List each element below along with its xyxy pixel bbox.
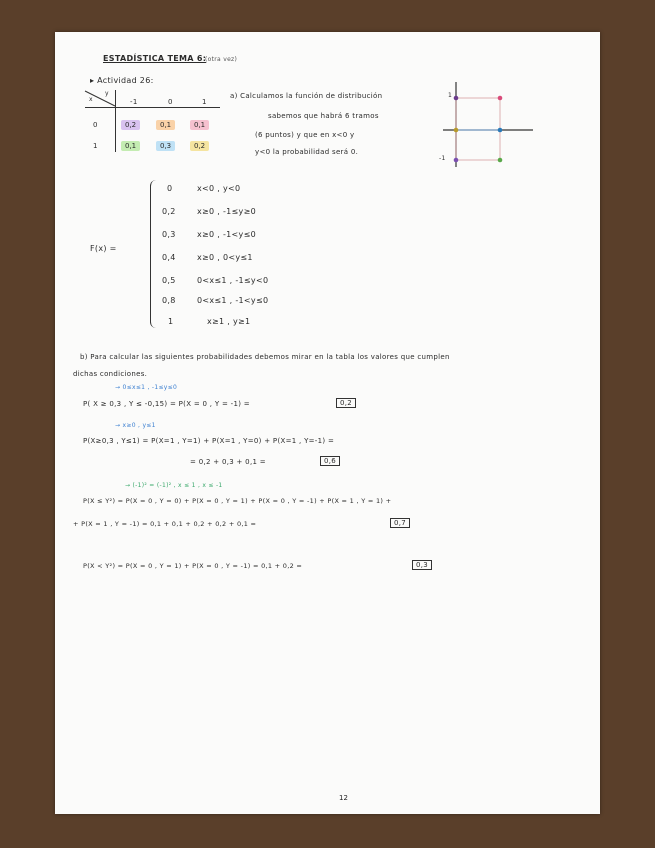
graph-label-1: 1 xyxy=(448,92,453,99)
answer-4: 0,3 xyxy=(412,560,432,570)
equation-3-cont: + P(X = 1 , Y = -1) = 0,1 + 0,1 + 0,2 + 0,2 + 0,1 = xyxy=(73,520,257,528)
row-header: 1 xyxy=(93,142,98,150)
table-cell: 0,1 xyxy=(156,120,175,130)
part-a-line: y<0 la probabilidad será 0. xyxy=(255,148,359,156)
F-value: 1 xyxy=(168,317,174,326)
equation-1: P( X ≥ 0,3 , Y ≤ -0,15) = P(X = 0 , Y = -1) = xyxy=(83,400,250,408)
F-value: 0,3 xyxy=(162,230,176,239)
equation-2: P(X≥0,3 , Y≤1) = P(X=1 , Y=1) + P(X=1 , Y=0) + P(X=1 , Y=-1) = xyxy=(83,437,335,445)
graph-label-minus1: -1 xyxy=(439,155,446,162)
table-cell: 0,3 xyxy=(156,141,175,151)
equation-4: P(X < Y²) = P(X = 0 , Y = 1) + P(X = 0 , Y = -1) = 0,1 + 0,2 = xyxy=(83,562,303,570)
F-condition: x≥0 , -1<y≤0 xyxy=(197,230,256,239)
col-header: -1 xyxy=(130,98,138,106)
F-value: 0,5 xyxy=(162,276,176,285)
F-value: 0,2 xyxy=(162,207,176,216)
part-b-intro: dichas condiciones. xyxy=(73,370,148,378)
F-condition: 0<x≤1 , -1≤y<0 xyxy=(197,276,269,285)
page-title: ESTADÍSTICA TEMA 6: xyxy=(103,54,207,63)
F-label: F(x) = xyxy=(90,244,117,253)
part-a-line: a) Calculamos la función de distribución xyxy=(230,92,383,100)
notebook-page xyxy=(55,32,600,814)
equation-2-cont: = 0,2 + 0,3 + 0,1 = xyxy=(190,458,266,466)
F-condition: 0<x≤1 , -1<y≤0 xyxy=(197,296,269,305)
activity-heading: ▸ Actividad 26: xyxy=(90,76,154,85)
corner-y: y xyxy=(105,90,109,97)
F-condition: x≥0 , 0<y≤1 xyxy=(197,253,253,262)
col-header: 1 xyxy=(202,98,207,106)
note-1: → 0≤x≤1 , -1≤y≤0 xyxy=(115,384,178,391)
title-note: (otra vez) xyxy=(205,56,238,63)
note-3: → (-1)² = (-1)² , x ≤ 1 , x ≤ -1 xyxy=(125,482,223,489)
note-2: → x≥0 , y≤1 xyxy=(115,422,156,429)
table-cell: 0,2 xyxy=(190,141,209,151)
support-graph xyxy=(438,82,538,172)
F-condition: x≥1 , y≥1 xyxy=(207,317,251,326)
part-b-intro: b) Para calcular las siguientes probabilidades debemos mirar en la tabla los valores que cumplen xyxy=(80,353,450,361)
F-value: 0,8 xyxy=(162,296,176,305)
F-condition: x<0 , y<0 xyxy=(197,184,241,193)
col-header: 0 xyxy=(168,98,173,106)
answer-3: 0,7 xyxy=(390,518,410,528)
F-condition: x≥0 , -1≤y≥0 xyxy=(197,207,256,216)
part-a-line: sabemos que habrá 6 tramos xyxy=(268,112,379,120)
equation-3: P(X ≤ Y²) = P(X = 0 , Y = 0) + P(X = 0 , Y = 1) + P(X = 0 , Y = -1) + P(X = 1 , Y = 1) + xyxy=(83,497,392,505)
table-cell: 0,2 xyxy=(121,120,140,130)
row-header: 0 xyxy=(93,121,98,129)
F-value: 0 xyxy=(167,184,173,193)
answer-1: 0,2 xyxy=(336,398,356,408)
corner-x: x xyxy=(89,96,93,103)
part-a-line: (6 puntos) y que en x<0 y xyxy=(255,131,355,139)
table-cell: 0,1 xyxy=(121,141,140,151)
F-value: 0,4 xyxy=(162,253,176,262)
piecewise-brace xyxy=(150,180,157,328)
answer-2: 0,6 xyxy=(320,456,340,466)
table-cell: 0,1 xyxy=(190,120,209,130)
page-number: 12 xyxy=(339,794,348,802)
